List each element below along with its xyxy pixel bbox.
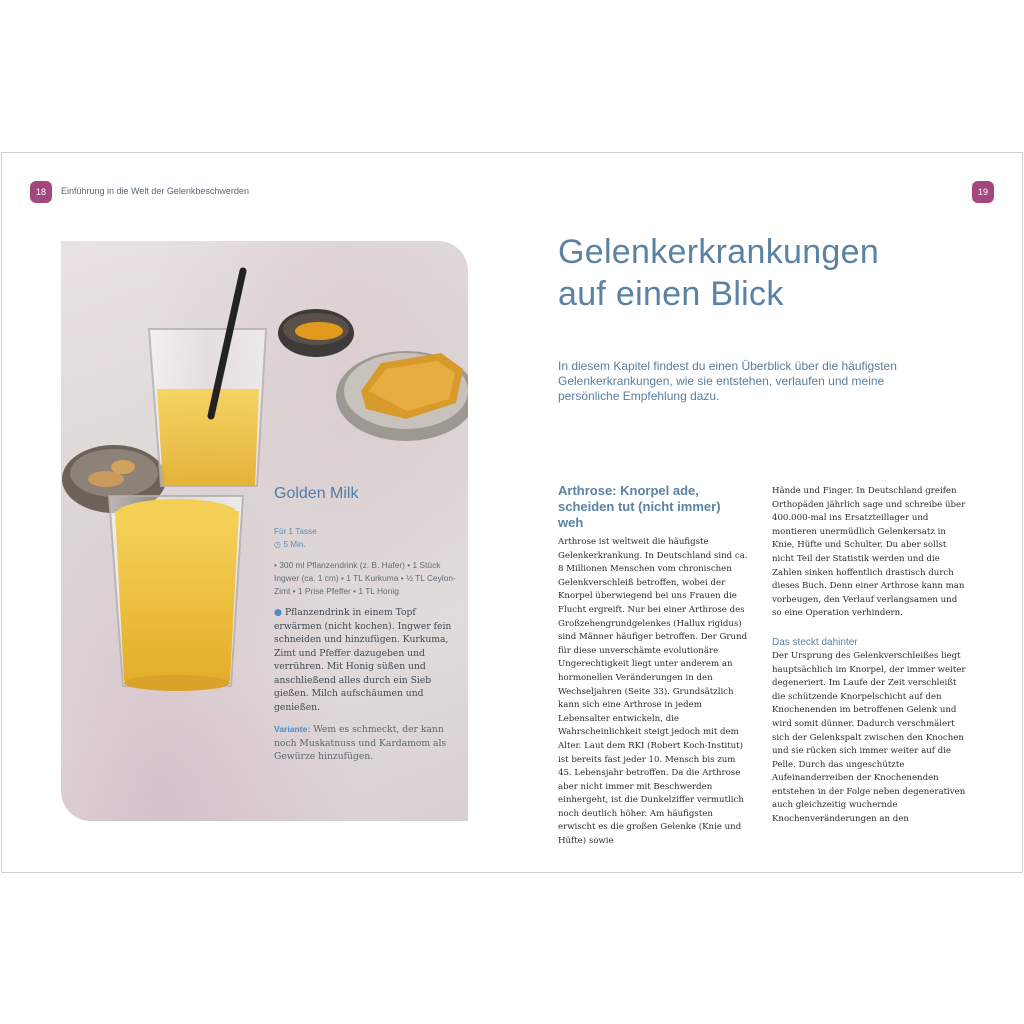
golden-milk-photo — [61, 241, 468, 821]
chapter-title — [558, 231, 879, 315]
column2-body-after: Der Ursprung des Gelenkverschleißes liegt hauptsächlich im Knorpel, der immer weiter degeneriert. Im Laufe der Zeit verschleißt die schützende Knorpelschicht auf den Knochenenden im betroffenen Gelenk und wird somit dünner. Dadurch verschmälert sich der Gelenkspalt zwischen den Knochen und sie rücken sich immer weiter auf die Pelle. Durch das ungeschützte Aufeinanderreiben der Knochenenden entstehen in der Folge neben degenerativen auch gleichzeitig wuchernde Knochenveränderungen an den — [772, 650, 966, 825]
recipe-steps-text: Pflanzendrink in einem Topf erwärmen (nicht kochen). Ingwer fein schneiden und hinzufügen. Kurkuma, Zimt und Pfeffer dazugeben und verrühren. Mit Honig süßen und anschließend alles durch ein Sieb gießen. Milch aufschäumen und genießen. — [274, 607, 452, 713]
text-column-1 — [558, 483, 748, 849]
page-number-left: 18 — [30, 181, 52, 203]
bullet-icon: ● — [274, 607, 285, 618]
book-spread — [1, 152, 1023, 873]
recipe-time-row — [274, 538, 466, 551]
recipe-title: Golden Milk — [274, 485, 359, 502]
recipe-ingredients: • 300 ml Pflanzendrink (z. B. Hafer) • 1 Stück Ingwer (ca. 1 cm) • 1 TL Kurkuma • ½ TL Ceylon-Zimt • 1 Prise Pfeffer • 1 TL Honig — [274, 560, 456, 596]
subheading: Das steckt dahinter — [772, 636, 858, 648]
recipe-steps — [274, 606, 466, 714]
page-number-right: 19 — [972, 181, 994, 203]
chapter-title-line1: Gelenkerkrankungen — [558, 233, 880, 271]
chapter-title-line2: auf einen Blick — [558, 275, 784, 313]
variant-text: Wem es schmeckt, der kann noch Muskatnuss und Kardamom als Gewürze hinzufügen. — [274, 724, 447, 762]
running-head: Einführung in die Welt der Gelenkbeschwerden — [61, 186, 249, 196]
column1-body: Arthrose ist weltweit die häufigste Gelenkerkrankung. In Deutschland sind ca. 8 Millionen Menschen vom chronischen Gelenkverschleiß betroffen, wobei der Knorpel überwiegend bei uns Frauen die Flucht ergreift. Nur bei einer Arthrose des Großzehengrundgelenkes (Hallux rigidus) sind Männer häufiger betroffen. Der Grund für diese unverschämte evolutionäre Ungerechtigkeit liegt unter anderem an hormonellen Veränderungen in den Wechseljahren (Seite 33). Grundsätzlich kann sich eine Arthrose in jedem Lebensalter entwickeln, die Wahrscheinlichkeit steigt jedoch mit dem Alter. Laut dem RKI (Robert Koch-Institut) ist bereits fast jeder 10. Mensch bis zum 45. Lebensjahr betroffen. Da die Arthrose aber nicht immer mit Beschwerden einhergeht, ist die Dunkelziffer vermutlich noch deutlich höher. Am häufigsten erwischt es die großen Gelenke (Knie und Hüfte) sowie — [558, 537, 748, 847]
recipe-card — [274, 485, 466, 764]
chapter-intro: In diesem Kapitel findest du einen Überblick über die häufigsten Gelenkerkrankungen, wie sie entstehen, verlaufen und meine persönliche Empfehlung dazu. — [558, 359, 897, 403]
recipe-variant — [274, 723, 466, 764]
recipe-time: 5 Min. — [283, 540, 306, 549]
section-heading: Arthrose: Knorpel ade, scheiden tut (nicht immer) weh — [558, 483, 721, 530]
variant-label: Variante: — [274, 724, 311, 734]
recipe-servings: Für 1 Tasse — [274, 527, 317, 536]
recipe-meta — [274, 525, 466, 551]
text-column-2 — [772, 485, 968, 827]
clock-icon: ◷ — [274, 540, 282, 549]
column2-body: Hände und Finger. In Deutschland greifen Orthopäden jährlich sage und schreibe über 400.000-mal ins Ersatzteillager und montieren unermüdlich Gelenkersatz in Knie, Hüfte und Schulter. Du aber sollst nicht Teil der Statistik werden und die Zahlen sinken hoffentlich drastisch durch dieses Buch. Denn einer Arthrose kann man vorbeugen, den Verlauf verlangsamen und so eine Operation verhindern. — [772, 486, 966, 619]
